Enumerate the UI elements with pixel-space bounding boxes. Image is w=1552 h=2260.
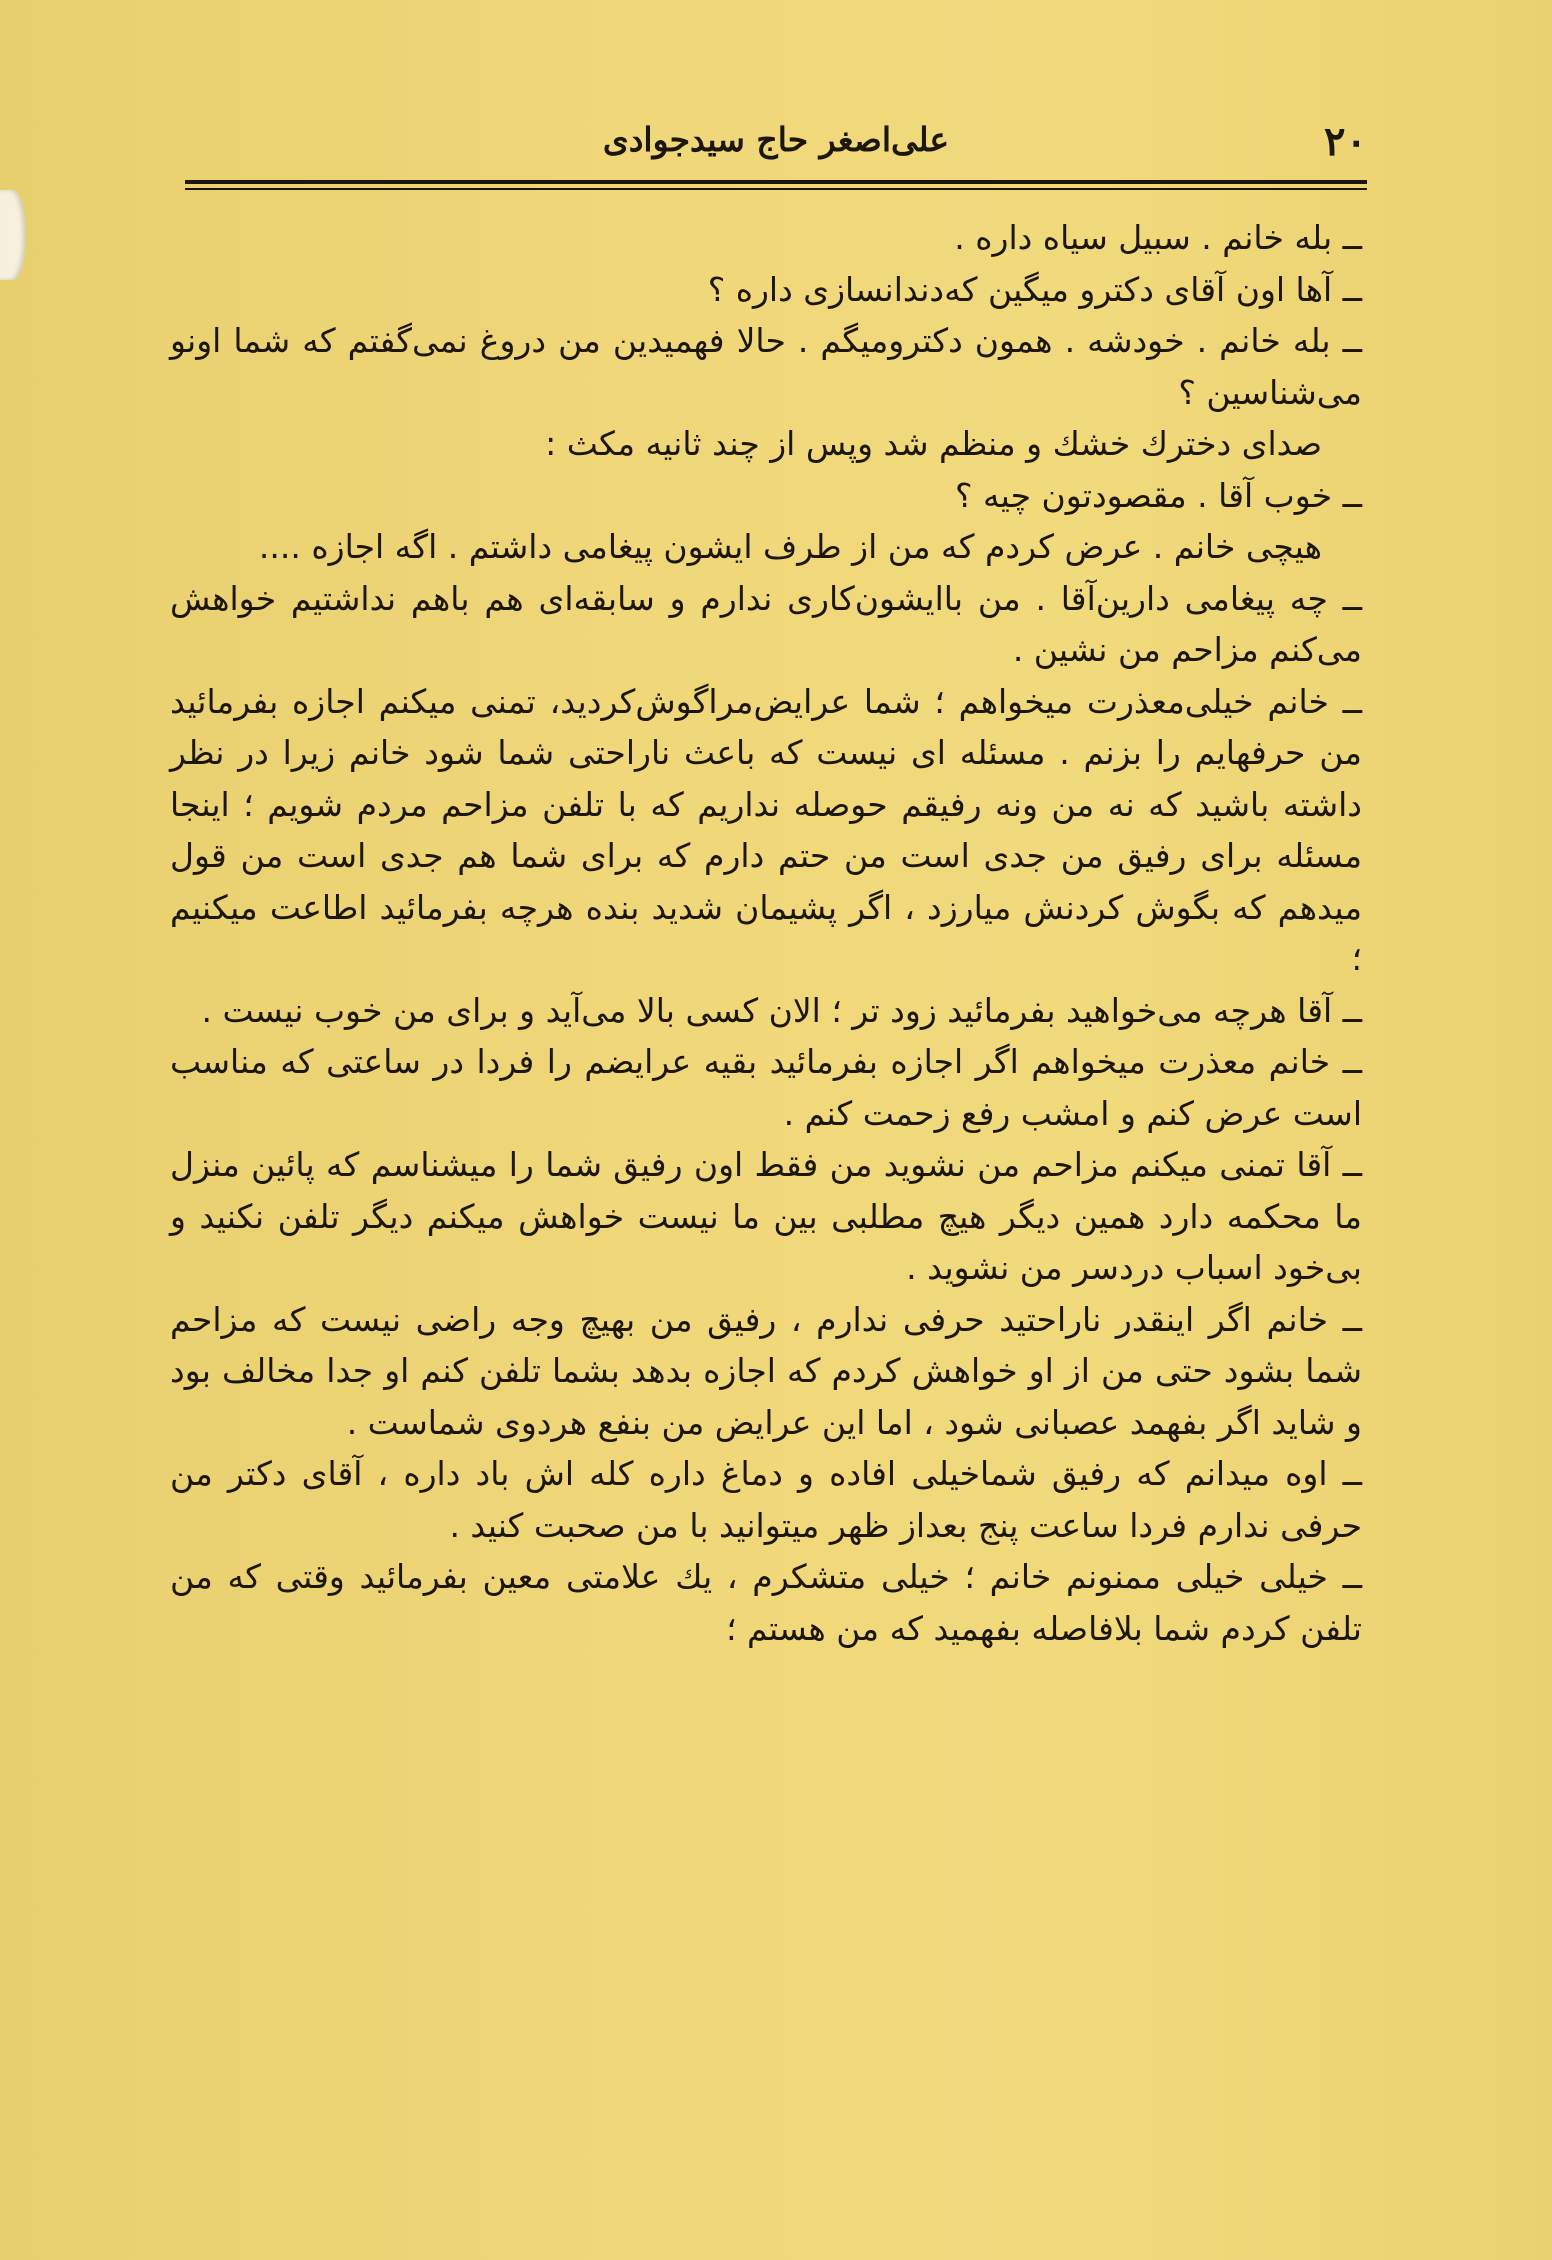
page-number: ۲۰ <box>1324 118 1367 165</box>
paragraph: ــ خانم خیلی‌معذرت میخواهم ؛ شما عرایض‌مراگوش‌کردید، تمنی میکنم اجازه بفرمائید من حرفهایم را بزنم . مسئله ای نیست که باعث ناراحتی شما شود خانم زیرا در نظر داشته باشید که نه من ونه رفیقم حوصله نداریم که با تلفن مزاحم مردم شویم ؛ اینجا مسئله برای رفیق من جدی است من حتم دارم که برای شما هم جدی است من قول میدهم که بگوش کردنش میارزد ، اگر پشیمان شدید بنده هرچه بفرمائید اطاعت میکنیم ؛ <box>170 681 1362 978</box>
paragraph: هیچی خانم . عرض کردم که من از طرف ایشون پیغامی داشتم . اگه اجازه .... <box>258 527 1322 566</box>
paragraph: ــ بله خانم . خودشه . همون دکترومیگم . حالا فهمیدین من دروغ نمی‌گفتم که شما اونو می‌شناسین ؟ <box>170 321 1362 412</box>
paragraph: ــ خوب آقا . مقصودتون چیه ؟ <box>954 475 1362 515</box>
paragraph: ــ خانم اگر اینقدر ناراحتید حرفی ندارم ، رفیق من بهیچ وجه راضی نیست که مزاحم شما بشود حتی من از او خواهش کردم که اجازه بدهد بشما تلفن کنم او جدا مخالف بود و شاید اگر بفهمد عصبانی شود ، اما این عرایض من بنفع هردوی شماست . <box>170 1299 1362 1442</box>
paragraph: ــ خیلی خیلی ممنونم خانم ؛ خیلی متشکرم ، یك علامتی معین بفرمائید وقتی که من تلفن کردم شما بلافاصله بفهمید که من هستم ؛ <box>170 1557 1362 1648</box>
header-rule-thin <box>185 188 1367 190</box>
running-head-author: علی‌اصغر حاج سیدجوادی <box>602 120 950 159</box>
paragraph: ــ چه پیغامی دارین‌آقا . من باایشون‌کاری ندارم و سابقه‌ای هم باهم نداشتیم خواهش می‌کنم مزاحم من نشین . <box>170 578 1362 669</box>
paragraph: ــ آقا هرچه می‌خواهید بفرمائید زود تر ؛ الان کسی بالا می‌آید و برای من خوب نیست . <box>201 990 1362 1030</box>
header-rule-thick <box>185 180 1367 184</box>
page-header <box>185 118 1367 178</box>
paragraph: ــ آقا تمنی میکنم مزاحم من نشوید من فقط اون رفیق شما را میشناسم که پائین منزل ما محکمه دارد همین دیگر هیچ مطلبی بین ما نیست خواهش میکنم دیگر تلفن نکنید و بی‌خود اسباب دردسر من نشوید . <box>170 1145 1362 1287</box>
paragraph: ــ بله خانم . سبیل سیاه داره . <box>954 218 1362 257</box>
paragraph: ــ اوه میدانم که رفیق شماخیلی افاده و دماغ داره کله اش باد داره ، آقای دکتر من حرفی ندارم فردا ساعت پنج بعداز ظهر میتوانید با من صحبت کنید . <box>170 1454 1362 1545</box>
paragraph: ــ آها اون آقای دکترو میگین که‌دندانسازی داره ؟ <box>707 269 1362 309</box>
torn-edge <box>0 190 26 280</box>
body-text <box>170 212 1362 2220</box>
paragraph: صدای دخترك خشك و منظم شد وپس از چند ثانیه مکث : <box>545 424 1322 463</box>
paragraph: ــ خانم معذرت میخواهم اگر اجازه بفرمائید بقیه عرایضم را فردا در ساعتی که مناسب است عرض کنم و امشب رفع زحمت کنم . <box>170 1042 1362 1133</box>
